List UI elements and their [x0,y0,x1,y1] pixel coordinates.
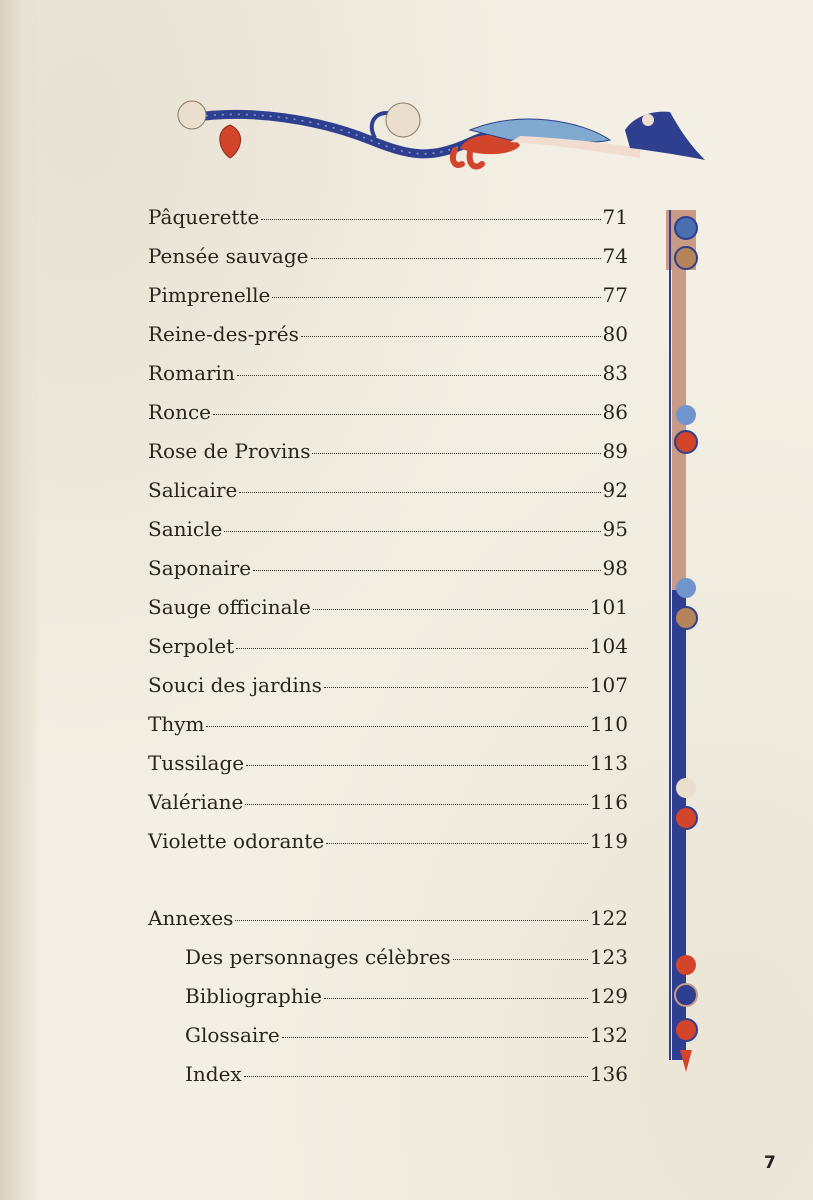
toc-entry[interactable] [148,829,628,868]
toc-entry[interactable] [148,790,628,829]
toc-entry-page: 74 [602,244,628,268]
toc-entry-page: 86 [602,400,628,424]
toc-entry-label: Pâquerette [148,205,260,229]
toc-entry-page: 136 [589,1062,628,1086]
toc-entry-page: 123 [589,945,628,969]
toc-entry[interactable] [148,283,628,322]
toc-entry-label: Sanicle [148,517,223,541]
toc-entry[interactable] [148,1062,628,1101]
dot-leader [311,258,601,259]
toc-entry[interactable] [148,478,628,517]
toc-entry[interactable] [148,439,628,478]
toc-entry-label: Salicaire [148,478,238,502]
toc-entry-label: Reine-des-prés [148,322,299,346]
toc-entry-label: Index [185,1062,242,1086]
toc-entry-label: Glossaire [185,1023,280,1047]
toc-entry-page: 80 [602,322,628,346]
dot-leader [236,648,588,649]
toc-entry-page: 71 [602,205,628,229]
medieval-creature-banner-icon [170,90,710,190]
toc-entry-label: Pimprenelle [148,283,271,307]
toc-entry-label: Annexes [148,906,234,930]
toc-entry[interactable] [148,712,628,751]
toc-entry-page: 122 [589,906,628,930]
leaf-red-icon [220,125,241,158]
toc-entry[interactable] [148,673,628,712]
toc-entry-page: 132 [589,1023,628,1047]
toc-entry-label: Tussilage [148,751,245,775]
dot-leader [301,336,601,337]
toc-entry-label: Souci des jardins [148,673,322,697]
toc-entry-page: 77 [602,283,628,307]
toc-entry-label: Valériane [148,790,244,814]
toc-entry-label: Thym [148,712,205,736]
toc-entry-page: 104 [589,634,628,658]
toc-entry-page: 119 [589,829,628,853]
toc-entry-page: 98 [602,556,628,580]
leaf-white-icon [386,103,420,137]
table-of-contents [148,205,628,1101]
toc-entry[interactable] [148,361,628,400]
dot-leader [324,687,588,688]
dot-leader [246,765,588,766]
dot-leader [253,570,600,571]
dot-leader [239,492,600,493]
dot-leader [313,609,588,610]
toc-entry[interactable] [148,595,628,634]
toc-entry-page: 113 [589,751,628,775]
toc-entry[interactable] [148,751,628,790]
toc-entry[interactable] [148,244,628,283]
toc-entry[interactable] [148,906,628,945]
dot-leader [324,998,588,999]
dot-leader [237,375,601,376]
dot-leader [224,531,600,532]
toc-entry-page: 92 [602,478,628,502]
page-number: 7 [764,1153,776,1173]
dot-leader [261,219,600,220]
toc-entry-label: Serpolet [148,634,235,658]
dot-leader [235,920,587,921]
toc-entry[interactable] [148,945,628,984]
toc-entry[interactable] [148,984,628,1023]
toc-entry[interactable] [148,556,628,595]
toc-entry-label: Romarin [148,361,235,385]
dot-leader [272,297,600,298]
dot-leader [282,1037,588,1038]
toc-entry-page: 129 [589,984,628,1008]
toc-entry-page: 110 [589,712,628,736]
toc-entry[interactable] [148,1023,628,1062]
toc-entry-label: Pensée sauvage [148,244,309,268]
leaf-white-icon [178,101,206,129]
toc-entry-label: Sauge officinale [148,595,311,619]
toc-entry-label: Ronce [148,400,212,424]
illuminated-border-icon [660,210,710,1080]
toc-entry-label: Rose de Provins [148,439,311,463]
toc-entry[interactable] [148,205,628,244]
toc-entry-page: 89 [602,439,628,463]
toc-entry[interactable] [148,517,628,556]
section-gap [148,868,628,906]
dot-leader [326,843,588,844]
toc-entry-label: Violette odorante [148,829,325,853]
dot-leader [206,726,587,727]
dot-leader [213,414,601,415]
toc-entry-page: 95 [602,517,628,541]
book-spine-shadow [0,0,40,1200]
dot-leader [453,959,588,960]
dot-leader [244,1076,588,1077]
toc-entry-page: 107 [589,673,628,697]
toc-entry-page: 83 [602,361,628,385]
toc-entry-label: Des personnages célèbres [185,945,451,969]
toc-entry[interactable] [148,634,628,673]
toc-entry-page: 116 [589,790,628,814]
toc-entry[interactable] [148,322,628,361]
toc-entry-label: Saponaire [148,556,252,580]
toc-entry-page: 101 [589,595,628,619]
dot-leader [312,453,600,454]
toc-entry[interactable] [148,400,628,439]
toc-entry-label: Bibliographie [185,984,322,1008]
dot-leader [245,804,587,805]
